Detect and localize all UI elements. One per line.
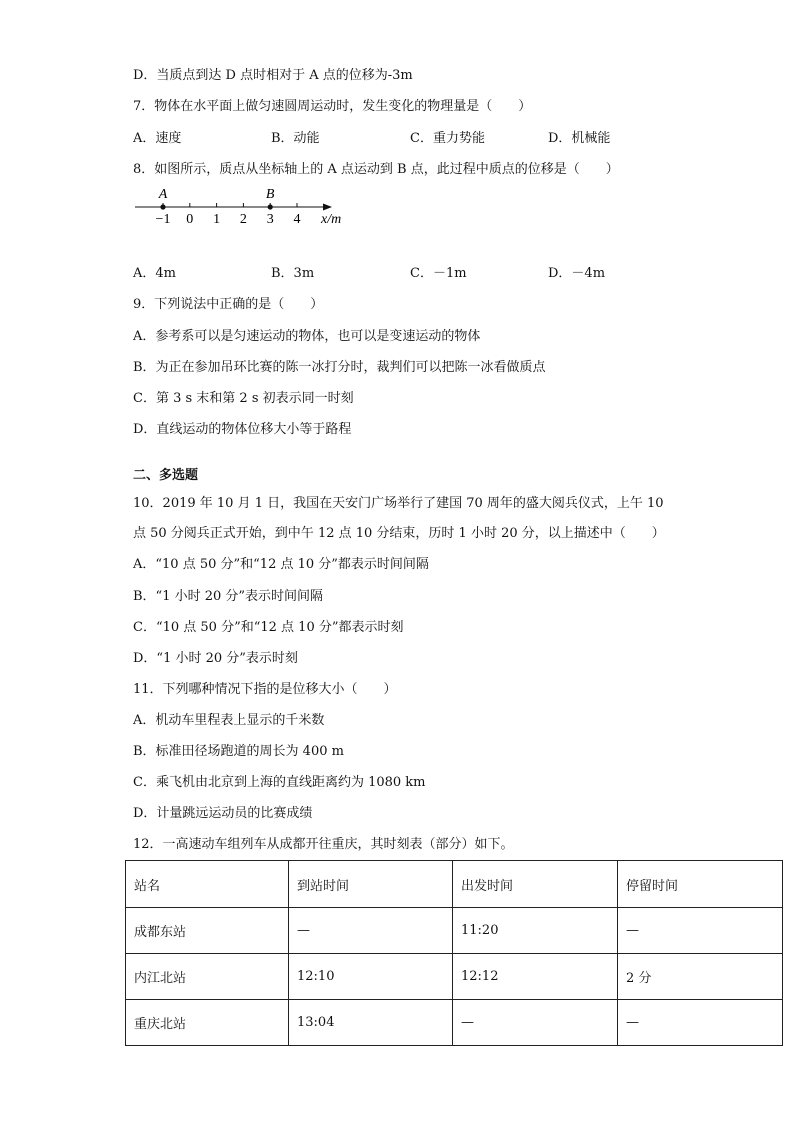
point-b-marker	[268, 204, 273, 209]
section-heading-multiple-choice: 二、多选题	[133, 468, 199, 483]
axis-unit-label: x/m	[321, 212, 342, 227]
table-header-row	[126, 861, 783, 908]
axis-tick-label: −1	[155, 212, 171, 227]
q11-option-b: B．标准田径场跑道的周长为 400 m	[133, 744, 344, 759]
table-header-cell: 停留时间	[618, 861, 783, 908]
q8-option-b: B．3m	[271, 266, 315, 281]
axis-tick-label: 4	[293, 212, 301, 227]
q11-stem: 11．下列哪种情况下指的是位移大小（ ）	[133, 682, 397, 697]
q10-option-c: C．“10 点 50 分”和“12 点 10 分”都表示时刻	[133, 620, 404, 635]
q9-option-b: B．为正在参加吊环比赛的陈一冰打分时，裁判们可以把陈一冰看做质点	[133, 360, 546, 375]
q10-option-a: A．“10 点 50 分”和“12 点 10 分”都表示时间间隔	[133, 557, 429, 572]
q9-stem: 9．下列说法中正确的是（ ）	[133, 297, 324, 312]
q8-option-a: A．4m	[133, 266, 176, 281]
axis-tick-label: 0	[186, 212, 194, 227]
q11-option-a: A．机动车里程表上显示的千米数	[133, 713, 325, 728]
number-line-figure	[130, 183, 350, 233]
q9-option-d: D．直线运动的物体位移大小等于路程	[133, 422, 352, 437]
table-cell: —	[618, 908, 783, 954]
table-row	[126, 908, 783, 954]
q6-option-d: D．当质点到达 D 点时相对于 A 点的位移为-3m	[133, 68, 413, 83]
table-cell: 2 分	[618, 954, 783, 1000]
table-cell: 成都东站	[126, 908, 289, 954]
axis-tick-label: 2	[239, 212, 247, 227]
q9-option-c: C．第 3 s 末和第 2 s 初表示同一时刻	[133, 391, 354, 406]
axis-tick-label: 1	[213, 212, 221, 227]
q10-option-b: B．“1 小时 20 分”表示时间间隔	[133, 589, 324, 604]
table-row	[126, 1000, 783, 1046]
q10-stem-line1: 10．2019 年 10 月 1 日，我国在天安门广场举行了建国 70 周年的盛大阅兵仪式，上午 10	[133, 496, 664, 511]
q10-option-d: D．“1 小时 20 分”表示时刻	[133, 651, 298, 666]
table-header-cell: 出发时间	[453, 861, 618, 908]
table-header-cell: 站名	[126, 861, 289, 908]
q8-stem: 8．如图所示，质点从坐标轴上的 A 点运动到 B 点，此过程中质点的位移是（ ）	[133, 162, 619, 177]
q7-option-d: D．机械能	[548, 131, 611, 146]
table-header-cell: 到站时间	[289, 861, 453, 908]
table-cell: 内江北站	[126, 954, 289, 1000]
q7-stem: 7．物体在水平面上做匀速圆周运动时，发生变化的物理量是（ ）	[133, 99, 532, 114]
axis-tick-label: 3	[266, 212, 274, 227]
train-timetable	[125, 860, 783, 1046]
table-cell: 13:04	[289, 1000, 453, 1046]
point-a-marker	[160, 204, 165, 209]
number-line-arrow-icon	[323, 204, 332, 211]
table-row	[126, 954, 783, 1000]
q11-option-c: C．乘飞机由北京到上海的直线距离约为 1080 km	[133, 775, 426, 790]
table-cell: 11:20	[453, 908, 618, 954]
q7-option-b: B．动能	[271, 131, 320, 146]
q7-option-a: A．速度	[133, 131, 182, 146]
point-b-label: B	[265, 187, 275, 202]
table-cell: 12:12	[453, 954, 618, 1000]
table-cell: —	[618, 1000, 783, 1046]
q8-option-d: D．－4m	[548, 266, 606, 281]
point-a-label: A	[158, 187, 168, 202]
q12-stem: 12．一高速动车组列车从成都开往重庆，其时刻表（部分）如下。	[133, 837, 514, 852]
q8-option-c: C．－1m	[410, 266, 467, 281]
q9-option-a: A．参考系可以是匀速运动的物体，也可以是变速运动的物体	[133, 329, 481, 344]
table-cell: 12:10	[289, 954, 453, 1000]
table-cell: —	[453, 1000, 618, 1046]
table-cell: —	[289, 908, 453, 954]
q10-stem-line2: 点 50 分阅兵正式开始，到中午 12 点 10 分结束，历时 1 小时 20 分，以上描述中（ ）	[133, 526, 665, 541]
table-cell: 重庆北站	[126, 1000, 289, 1046]
q11-option-d: D．计量跳远运动员的比赛成绩	[133, 806, 313, 821]
q7-option-c: C．重力势能	[410, 131, 485, 146]
